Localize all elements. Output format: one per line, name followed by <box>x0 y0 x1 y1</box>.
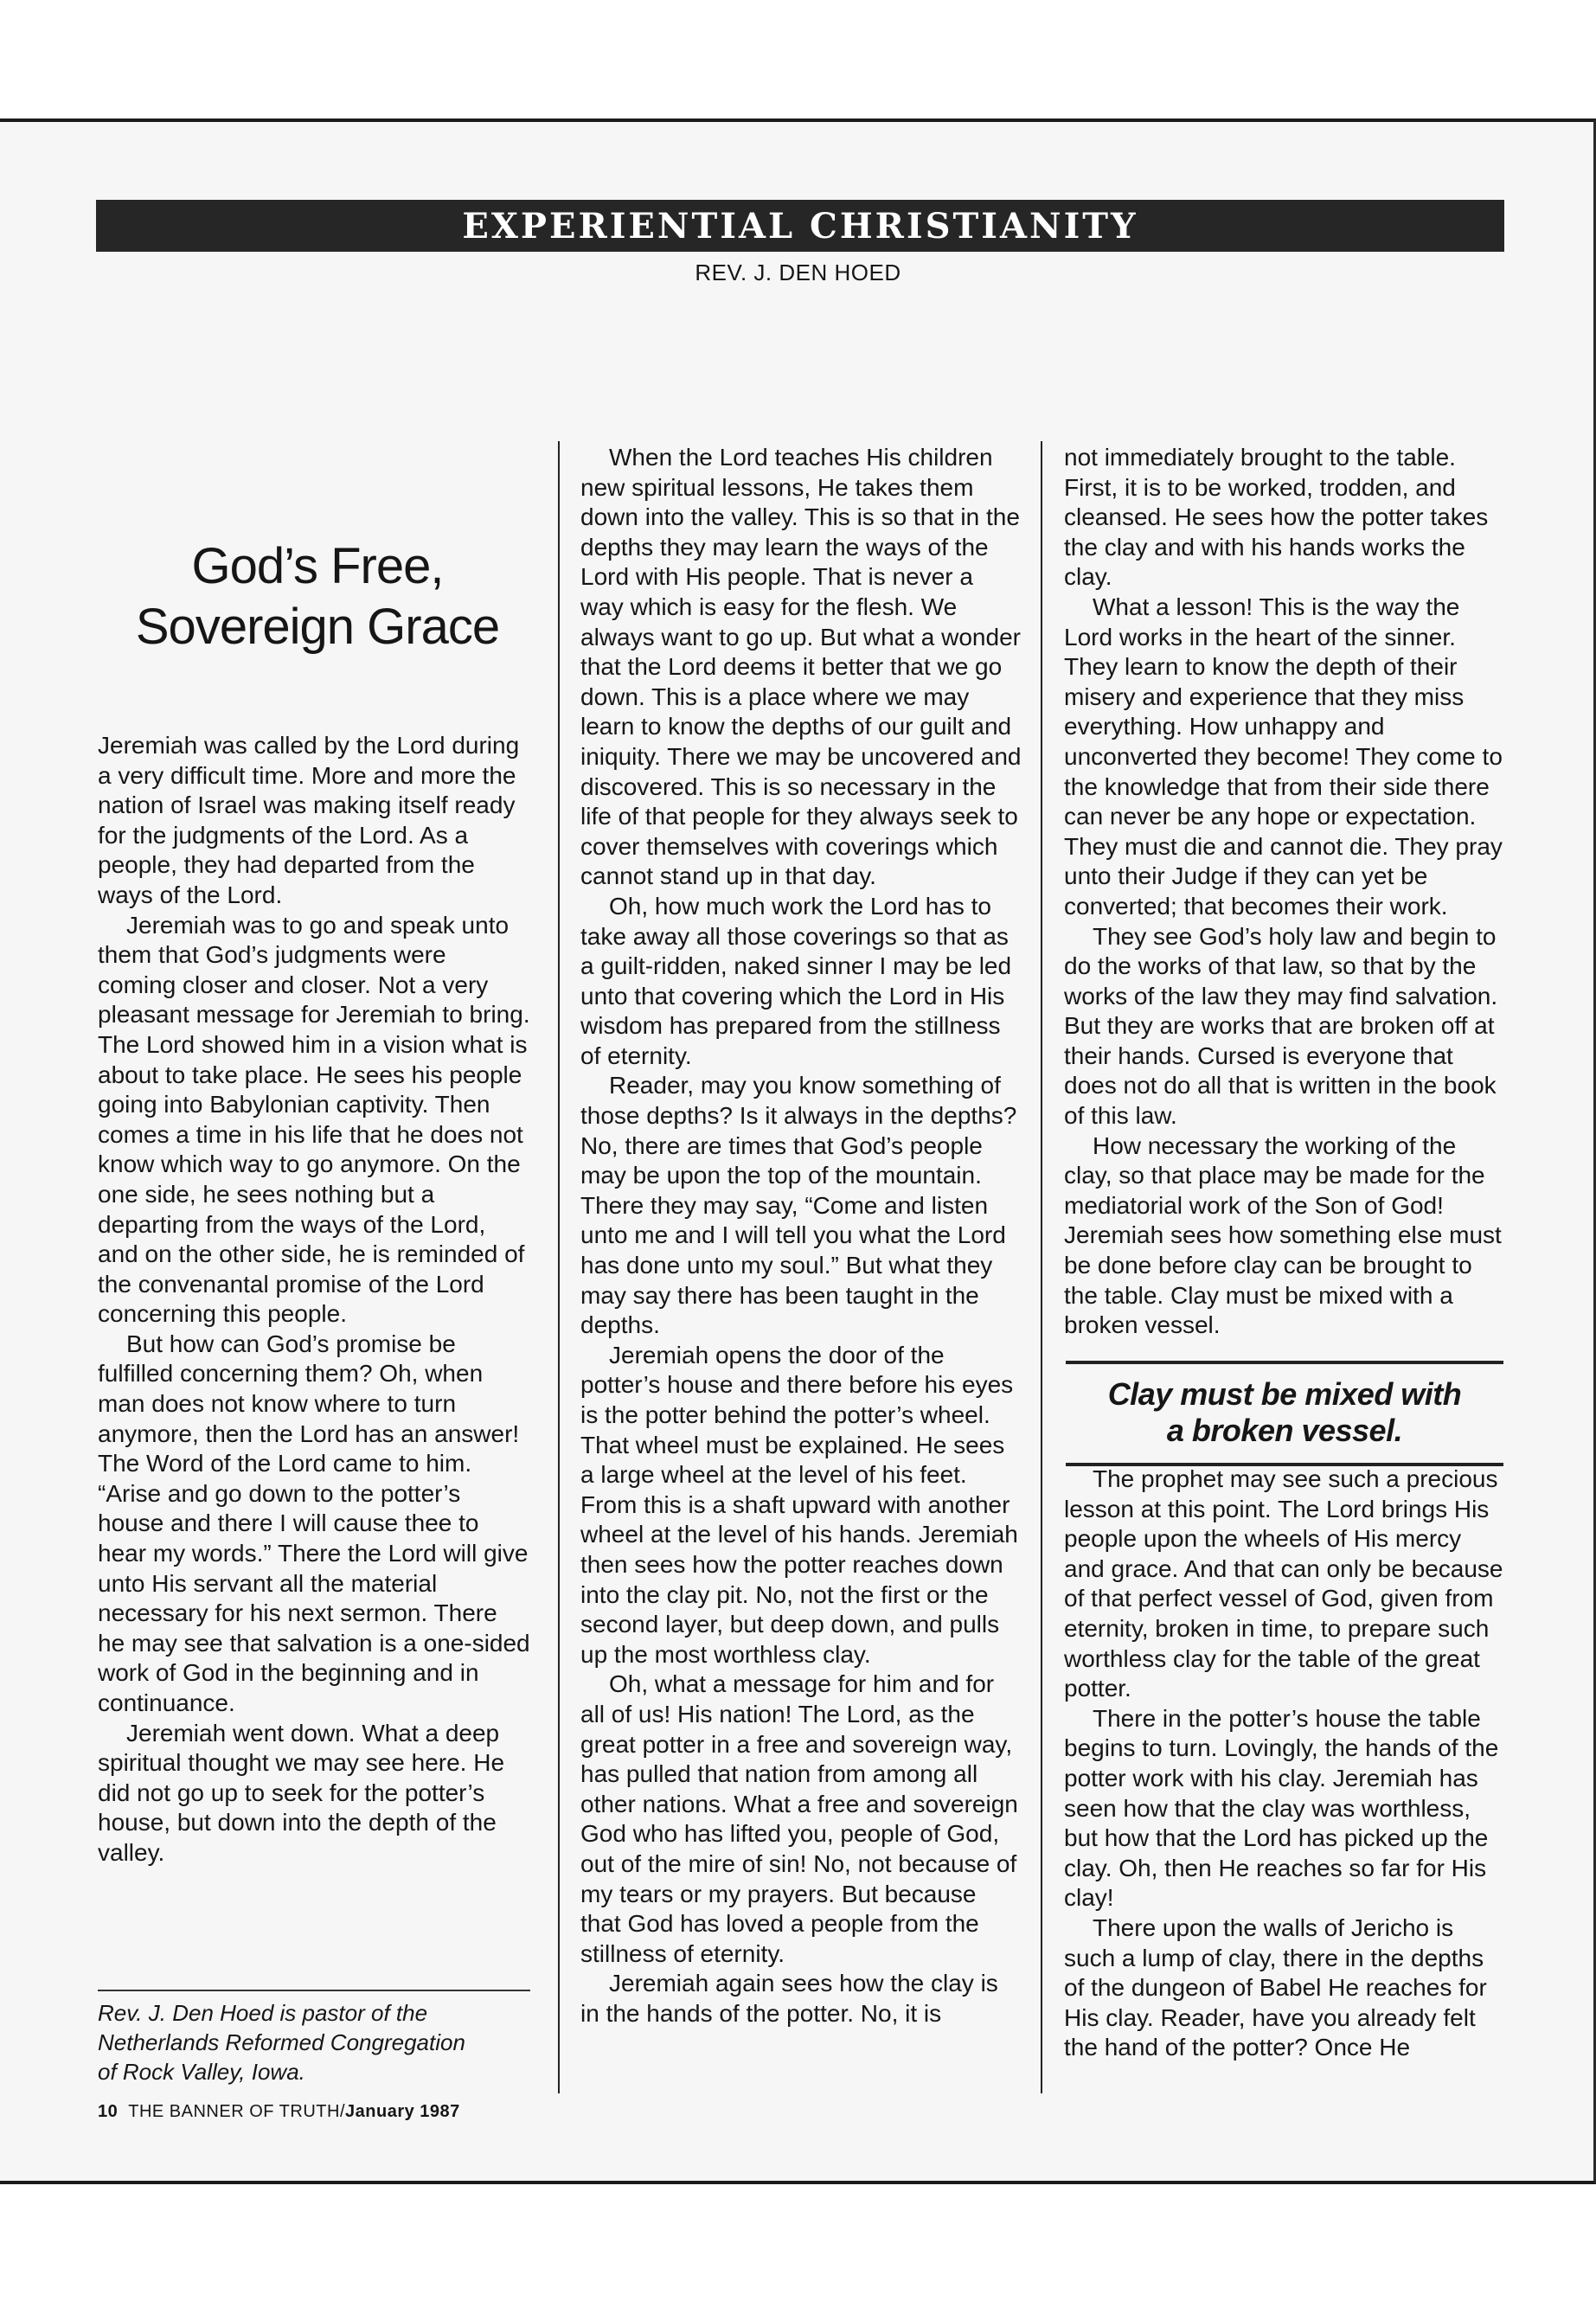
footnote-line: Rev. J. Den Hoed is pastor of the <box>98 2000 428 2026</box>
article-title <box>97 536 538 657</box>
column-divider <box>1041 441 1042 2093</box>
paragraph: Jeremiah was to go and speak unto them that God’s judgments were coming closer and closer. Not a very pleasant message for Jeremiah to bring. The Lord showed him in a vision what is about to take place. He sees his people going into Babylonian captivity. Then comes a time in his life that he does not know which way to go anymore. On the one side, he sees nothing but a departing from the ways of the Lord, and on the other side, he is reminded of the convenantal promise of the Lord concerning this people. <box>98 911 530 1328</box>
paragraph: Reader, may you know something of those depths? Is it always in the depths? No, there are times that God’s people may be upon the top of the mountain. There they may say, “Come and listen unto me and I will tell you what the Lord has done unto my soul.” But what they may say there has been taught in the depths. <box>580 1072 1017 1339</box>
article-column-3-continued <box>1064 1465 1505 2063</box>
pull-quote-line: Clay must be mixed with <box>1107 1376 1462 1412</box>
paragraph: Jeremiah was called by the Lord during a very difficult time. More and more the nation of Israel was making itself ready for the judgments of the Lord. As a people, they had departed from the ways of the Lord. <box>98 732 520 908</box>
pull-quote-line: a broken vessel. <box>1166 1413 1403 1448</box>
paragraph: There upon the walls of Jericho is such a lump of clay, there in the depths of the dungeon of Babel He reaches for His clay. Reader, have you already felt the hand of the potter? Once He <box>1064 1913 1487 2061</box>
article-column-2 <box>580 443 1022 2029</box>
paragraph: But how can God’s promise be fulfilled concerning them? Oh, when man does not know where to turn anymore, then the Lord has an answer! The Word of the Lord came to him. “Arise and go down to the potter’s house and there I will cause thee to hear my words.” There the Lord will give unto His servant all the material necessary for his next sermon. There he may see that salvation is a one-sided work of God in the beginning and in continuance. <box>98 1330 530 1716</box>
section-banner-text: EXPERIENTIAL CHRISTIANITY <box>462 205 1138 247</box>
paragraph: There in the potter’s house the table begins to turn. Lovingly, the hands of the potter work with his clay. Jeremiah has seen how that the clay was worthless, but how that the Lord has picked up the clay. Oh, then He reaches so far for His clay! <box>1064 1704 1499 1912</box>
section-banner <box>96 200 1504 252</box>
paragraph: When the Lord teaches His children new spiritual lessons, He takes them down into the valley. This is so that in the depths they may learn the ways of the Lord with His people. That is never a way which is easy for the flesh. We always want to go up. But what a wonder that the Lord deems it better that we go down. This is a place where we may learn to know the depths of our guilt and iniquity. There we may be uncovered and discovered. This is so necessary in the life of that people for they always seek to cover themselves with coverings which cannot stand up in that day. <box>580 444 1022 890</box>
issue-date: January 1987 <box>345 2102 460 2121</box>
paragraph: Jeremiah again sees how the clay is in the hands of the potter. No, it is <box>580 1970 998 2027</box>
page-folio <box>98 2102 471 2122</box>
paragraph: Oh, how much work the Lord has to take away all those coverings so that as a guilt-ridden, naked sinner I may be led unto that covering which the Lord in His wisdom has prepared from the stillness of eternity. <box>580 892 1012 1069</box>
author-footnote <box>98 1998 539 2086</box>
column-divider <box>558 441 560 2093</box>
paragraph: not immediately brought to the table. First, it is to be worked, trodden, and cleansed. He sees how the potter takes the clay and with his hands works the clay. <box>1064 444 1489 591</box>
author-byline: REV. J. DEN HOED <box>695 260 901 285</box>
page-number: 10 <box>98 2102 119 2121</box>
paragraph: Oh, what a message for him and for all of us! His nation! The Lord, as the great potter in a free and sovereign way, has pulled that nation from among all other nations. What a free and sovereign God who has lifted you, people of God, out of the mire of sin! No, not because of my tears or my prayers. But because that God has loved a people from the stillness of eternity. <box>580 1670 1018 1967</box>
paragraph: They see God’s holy law and begin to do the works of that law, so that by the works of the law they may find salvation. But they are works that are broken off at their hands. Cursed is everyone that does not do all that is written in the book of this law. <box>1064 922 1498 1130</box>
paragraph: How necessary the working of the clay, so that place may be made for the mediatorial work of the Son of God! Jeremiah sees how something else must be done before clay can be brought to the table. Clay must be mixed with a broken vessel. <box>1064 1131 1502 1339</box>
article-title-line: God’s Free, <box>191 538 444 594</box>
paragraph: What a lesson! This is the way the Lord works in the heart of the sinner. They learn to know the depth of their misery and experience that they miss everything. How unhappy and unconverted they become! They come to the knowledge that from their side there can never be any hope or expectation. They must die and cannot die. They pray unto their Judge if they can yet be converted; that becomes their work. <box>1064 593 1503 920</box>
paragraph: The prophet may see such a precious lesson at this point. The Lord brings His people upon the wheels of His mercy and grace. And that can only be because of that perfect vessel of God, given from eternity, broken in time, to prepare such worthless clay for the table of the great potter. <box>1064 1465 1503 1702</box>
pull-quote <box>1066 1361 1503 1466</box>
publication-name: THE BANNER OF TRUTH/ <box>128 2102 346 2121</box>
paragraph: Jeremiah went down. What a deep spiritual thought we may see here. He did not go up to seek for the potter’s house, but down into the depth of the valley. <box>98 1719 505 1866</box>
article-column-1 <box>98 731 530 1868</box>
footnote-line: Netherlands Reformed Congregation <box>98 2029 465 2055</box>
article-title-line: Sovereign Grace <box>135 599 500 655</box>
footnote-rule <box>98 1990 530 1991</box>
footnote-line: of Rock Valley, Iowa. <box>98 2059 305 2085</box>
paragraph: Jeremiah opens the door of the potter’s house and there before his eyes is the potter behind the potter’s wheel. That wheel must be explained. He sees a large wheel at the level of his feet. From this is a shaft upward with another wheel at the level of his hands. Jeremiah then sees how the potter reaches down into the clay pit. No, not the first or the second layer, but deep down, and pulls up the most worthless clay. <box>580 1341 1018 1668</box>
article-column-3 <box>1064 443 1505 1341</box>
